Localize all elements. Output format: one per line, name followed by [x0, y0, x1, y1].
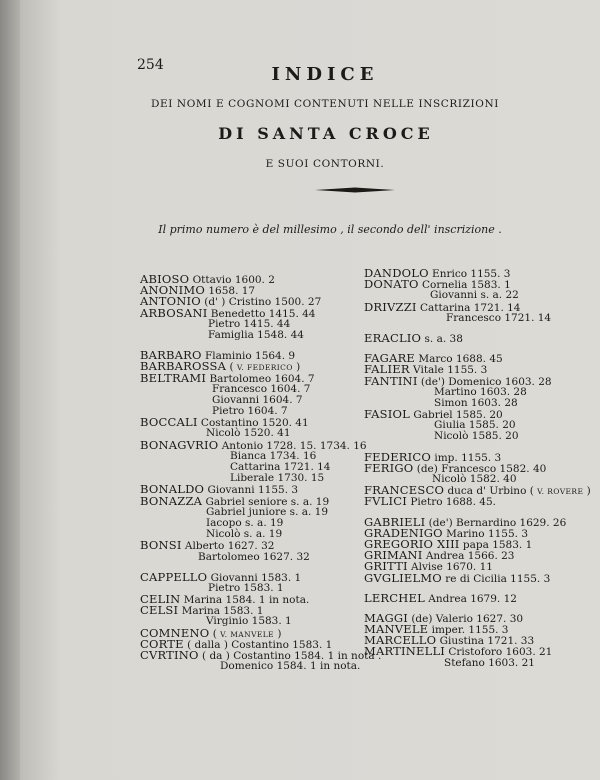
entry-closing: ) [583, 485, 591, 498]
entry-surname: FVLICI [364, 494, 408, 509]
entry-details: Giovanni 1583. 1 [207, 571, 302, 584]
entry-details: Antonio 1728. 15. 1734. 16 [218, 439, 367, 452]
entry-details: ( [209, 627, 221, 640]
entry-surname: CORTE [140, 636, 184, 651]
entry-details: (d' ) Cristino 1500. 27 [200, 296, 322, 309]
page-title: INDICE [271, 64, 379, 85]
entry-surname: ABIOSO [140, 272, 190, 286]
entry-details: imper. 1155. 3 [428, 624, 509, 637]
entry-details: Gabriel 1585. 20 [409, 409, 503, 422]
index-entry [140, 330, 358, 341]
place-heading: DI SANTA CROCE [218, 124, 434, 143]
entry-surname: BARBARO [140, 348, 202, 363]
entry-details: Domenico 1584. 1 in nota. [220, 660, 361, 673]
entry-details: Famiglia 1548. 44 [208, 328, 304, 341]
entry-details: Nicolò s. a. 19 [206, 528, 283, 541]
index-entry [140, 660, 361, 673]
entry-surname: DONATO [364, 277, 419, 292]
entry-surname: FAGARE [364, 351, 416, 366]
index-entry [364, 570, 594, 585]
entry-details: Giovanni s. a. 22 [430, 289, 519, 302]
index-column-left [140, 272, 382, 673]
entry-surname: ANONIMO [140, 283, 206, 298]
entry-surname: GREGORIO XIII [364, 536, 460, 551]
entry-surname: COMNENO [140, 625, 210, 640]
entry-surname: GRIMANI [364, 548, 423, 563]
index-entry [364, 313, 594, 324]
entry-details: Ottavio 1600. 2 [189, 274, 275, 286]
entry-details: Liberale 1730. 15 [230, 472, 325, 485]
entry-details: Pietro 1688. 45. [407, 496, 496, 509]
entry-details: Gabriel juniore s. a. 19 [206, 505, 329, 518]
entry-details: Giustina 1721. 33 [436, 635, 535, 648]
entry-details: Enrico 1155. 3 [428, 268, 511, 280]
entry-details: Bianca 1734. 16 [230, 449, 317, 462]
entry-details: Stefano 1603. 21 [444, 656, 535, 669]
entry-details: ( dalla ) Costantino 1583. 1 [183, 638, 333, 651]
entry-surname: FANTINI [364, 373, 418, 388]
page-shadow [20, 0, 60, 780]
entry-surname: GRADENIGO [364, 525, 443, 540]
entry-details: (de) Valerio 1627. 30 [408, 612, 524, 625]
entry-details: Bartolomeo 1627. 32 [198, 550, 310, 563]
entry-details: Giulia 1585. 20 [434, 419, 516, 432]
index-note: Il primo numero è del millesimo , il secondo dell' inscrizione . [158, 223, 502, 236]
entry-surname: DANDOLO [364, 266, 429, 280]
entry-surname: CELIN [140, 592, 181, 607]
entry-surname: DRIVZZI [364, 299, 417, 314]
entry-surname: BONSI [140, 538, 182, 553]
entry-surname: BELTRAMI [140, 370, 207, 385]
entry-details: Francesco 1604. 7 [212, 382, 311, 395]
page-gutter [0, 0, 20, 780]
entry-details: re di Cicilia 1155. 3 [441, 572, 551, 585]
entry-details: Pietro 1415. 44 [208, 317, 291, 330]
entry-surname: BOCCALI [140, 415, 198, 430]
entry-details: Marina 1583. 1 [178, 605, 264, 618]
ornament-rule [315, 186, 395, 194]
entry-surname: CELSI [140, 603, 179, 618]
entry-details: s. a. 38 [421, 332, 463, 345]
entry-closing: ) [274, 627, 282, 640]
entry-details: Nicolò 1582. 40 [432, 473, 517, 485]
entry-details: Costantino 1520. 41 [197, 417, 309, 430]
page-number: 254 [137, 57, 164, 73]
entry-surname: MANVELE [364, 622, 429, 637]
entry-details: Cattarina 1721. 14 [230, 461, 331, 473]
entry-details: Nicolò 1520. 41 [206, 427, 291, 440]
entry-surname: MARTINELLI [364, 644, 446, 659]
entry-surname: FRANCESCO [364, 483, 445, 498]
entry-details: Vitale 1155. 3 [409, 364, 488, 377]
entry-details: ( da ) Costantino 1584. 1 in nota . [198, 650, 382, 662]
entry-details: Benedetto 1415. 44 [207, 307, 316, 320]
entry-surname: GABRIELI [364, 514, 426, 529]
entry-surname: BARBAROSSA [140, 359, 227, 374]
entry-details: Andrea 1566. 23 [422, 550, 515, 563]
entry-details: Andrea 1679. 12 [424, 592, 517, 605]
place-subheading: E SUOI CONTORNI. [265, 158, 385, 170]
index-entry [364, 496, 594, 507]
index-entry [364, 330, 594, 345]
entry-details: (de') Bernardino 1629. 26 [425, 516, 567, 529]
entry-details: Cattarina 1721. 14 [416, 301, 521, 314]
entry-details: Marco 1688. 45 [415, 353, 503, 366]
entry-details: imp. 1155. 3 [431, 451, 502, 464]
entry-surname: FEDERICO [364, 449, 432, 464]
entry-details: Nicolò 1585. 20 [434, 430, 519, 443]
entry-details: Bartolomeo 1604. 7 [206, 372, 315, 385]
entry-cross-reference: V. MANVELE [220, 629, 275, 639]
entry-surname: CVRTINO [140, 648, 199, 662]
entry-surname: ARBOSANI [140, 305, 208, 320]
entry-cross-reference: V. ROVERE [537, 487, 584, 497]
entry-surname: FASIOL [364, 407, 410, 422]
entry-surname: LERCHEL [364, 590, 425, 605]
index-entry [364, 590, 594, 605]
index-column-right [364, 268, 594, 669]
entry-details: Pietro 1583. 1 [208, 581, 284, 594]
entry-surname: BONAGVRIO [140, 437, 219, 452]
entry-details: Cornelia 1583. 1 [418, 279, 511, 292]
entry-surname: CAPPELLO [140, 569, 208, 584]
entry-details: Giovanni 1604. 7 [212, 393, 303, 406]
entry-details: (de) Francesco 1582. 40 [413, 462, 547, 475]
entry-details: duca d' Urbino ( [444, 485, 538, 498]
entry-details: 1658. 17 [205, 285, 256, 298]
entry-details: Cristoforo 1603. 21 [445, 646, 553, 659]
entry-surname: GRITTI [364, 559, 408, 574]
entry-details: Marino 1155. 3 [442, 527, 529, 540]
entry-surname: ERACLIO [364, 330, 422, 345]
entry-details: (de') Domenico 1603. 28 [417, 375, 552, 388]
entry-cross-reference: V. FEDERICO [236, 363, 293, 373]
entry-details: Marina 1584. 1 in nota. [180, 594, 310, 607]
entry-surname: BONAZZA [140, 493, 203, 508]
entry-surname: GVGLIELMO [364, 570, 442, 585]
entry-surname: FERIGO [364, 460, 414, 475]
entry-details: ( [226, 361, 237, 374]
entry-details: Alberto 1627. 32 [181, 540, 275, 553]
entry-details: Alvise 1670. 11 [407, 561, 493, 574]
entry-details: Pietro 1604. 7 [212, 405, 288, 418]
index-entry [364, 431, 594, 442]
entry-details: Flaminio 1564. 9 [201, 350, 296, 363]
entry-details: Giovanni 1155. 3 [204, 484, 299, 497]
entry-details: Iacopo s. a. 19 [206, 516, 284, 529]
entry-surname: MAGGI [364, 610, 408, 625]
entry-surname: MARCELLO [364, 633, 437, 648]
entry-details: Martino 1603. 28 [434, 385, 527, 398]
entry-surname: FALIER [364, 362, 410, 377]
page-subtitle: DEI NOMI E COGNOMI CONTENUTI NELLE INSCRIZIONI [150, 98, 500, 110]
index-entry [140, 552, 358, 563]
entry-surname: ANTONIO [140, 294, 201, 309]
entry-details: Simon 1603. 28 [434, 396, 518, 409]
entry-details: Virginio 1583. 1 [206, 615, 292, 628]
entry-surname: BONALDO [140, 482, 205, 497]
entry-details: Gabriel seniore s. a. 19 [202, 495, 330, 508]
entry-closing: ) [292, 361, 301, 374]
entry-details: Francesco 1721. 14 [446, 311, 552, 324]
index-entry [364, 658, 594, 669]
entry-details: papa 1583. 1 [459, 538, 533, 551]
